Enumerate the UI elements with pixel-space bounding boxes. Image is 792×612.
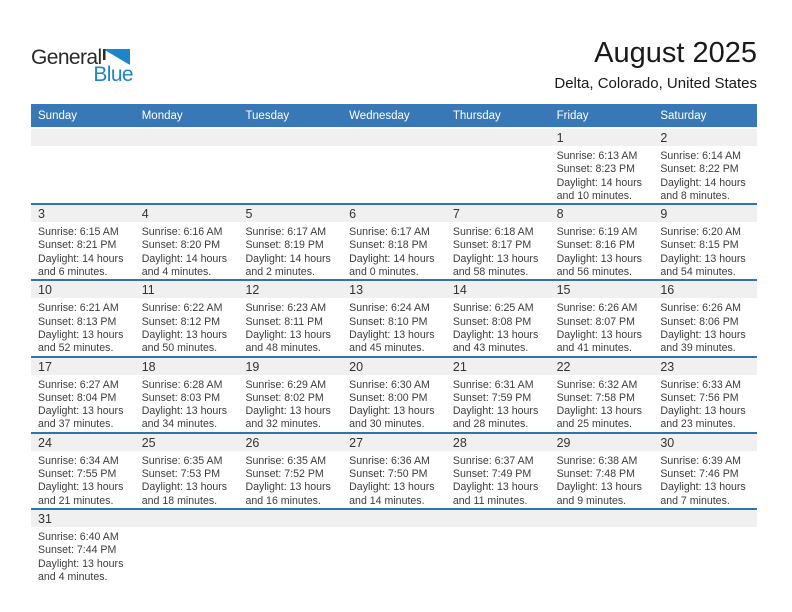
day-details [135, 375, 239, 432]
sunrise-text: Sunrise: 6:21 AM [38, 302, 119, 315]
weekday-header-thursday: Thursday [452, 109, 501, 122]
daylight-text-line2: and 2 minutes. [245, 266, 315, 279]
day-details [446, 451, 550, 508]
day-cell-empty [446, 129, 550, 203]
day-cell-7 [446, 205, 550, 279]
day-details [31, 222, 135, 279]
day-cell-23 [653, 358, 757, 432]
daylight-text-line2: and 28 minutes. [452, 418, 529, 431]
sunset-text: Sunset: 7:58 PM [556, 391, 635, 404]
weekday-header-saturday: Saturday [660, 109, 707, 122]
day-details [653, 298, 757, 355]
day-number: 27 [342, 434, 446, 451]
day-number: 28 [446, 434, 550, 451]
day-cell-30 [653, 434, 757, 508]
sunrise-text: Sunrise: 6:22 AM [141, 302, 223, 315]
sunset-text: Sunset: 8:13 PM [38, 315, 117, 328]
daylight-text-line2: and 34 minutes. [141, 418, 218, 431]
day-number [31, 129, 135, 146]
daylight-text-line1: Daylight: 13 hours [245, 481, 331, 494]
daylight-text-line2: and 6 minutes. [38, 266, 108, 279]
daylight-text-line1: Daylight: 13 hours [556, 252, 642, 265]
weekday-header-row [31, 104, 757, 127]
day-number: 12 [238, 281, 342, 298]
daylight-text-line1: Daylight: 13 hours [660, 481, 746, 494]
sunrise-text: Sunrise: 6:40 AM [38, 530, 119, 543]
daylight-text-line1: Daylight: 13 hours [38, 328, 124, 341]
day-number: 24 [31, 434, 135, 451]
daylight-text-line2: and 0 minutes. [349, 266, 419, 279]
daylight-text-line1: Daylight: 13 hours [141, 328, 228, 341]
sunset-text: Sunset: 8:00 PM [349, 391, 428, 404]
day-cell-empty [31, 129, 135, 203]
day-number: 17 [31, 358, 135, 375]
daylight-text-line2: and 4 minutes. [141, 266, 212, 279]
day-number [135, 129, 239, 146]
sunset-text: Sunset: 8:16 PM [556, 239, 635, 252]
day-number: 10 [31, 281, 135, 298]
day-cell-empty [342, 510, 446, 594]
day-cell-1 [550, 129, 654, 203]
daylight-text-line2: and 52 minutes. [38, 342, 114, 355]
weekday-header-tuesday: Tuesday [245, 109, 290, 122]
daylight-text-line2: and 23 minutes. [660, 418, 736, 431]
daylight-text-line2: and 32 minutes. [245, 418, 321, 431]
day-number [446, 129, 550, 146]
day-number: 15 [550, 281, 654, 298]
day-cell-15 [550, 281, 654, 355]
daylight-text-line1: Daylight: 13 hours [141, 481, 228, 494]
sunrise-text: Sunrise: 6:20 AM [660, 226, 741, 239]
day-cell-8 [550, 205, 654, 279]
day-number: 30 [653, 434, 757, 451]
calendar-table [31, 104, 757, 594]
sunrise-text: Sunrise: 6:18 AM [452, 226, 534, 239]
day-cell-19 [238, 358, 342, 432]
daylight-text-line1: Daylight: 13 hours [349, 405, 435, 418]
daylight-text-line1: Daylight: 13 hours [38, 481, 124, 494]
day-cell-20 [342, 358, 446, 432]
day-number: 21 [446, 358, 550, 375]
daylight-text-line1: Daylight: 14 hours [660, 176, 746, 189]
sunset-text: Sunset: 7:44 PM [38, 544, 117, 557]
week-row [31, 508, 757, 594]
day-details [238, 375, 342, 432]
day-cell-empty [238, 510, 342, 594]
day-number: 20 [342, 358, 446, 375]
day-details [653, 451, 757, 508]
day-details [135, 222, 239, 279]
general-blue-logo [31, 47, 135, 84]
daylight-text-line1: Daylight: 13 hours [660, 252, 746, 265]
week-row [31, 129, 757, 203]
day-number: 9 [653, 205, 757, 222]
sunset-text: Sunset: 7:49 PM [452, 468, 532, 481]
day-cell-25 [135, 434, 239, 508]
sunrise-text: Sunrise: 6:34 AM [38, 454, 119, 467]
daylight-text-line1: Daylight: 13 hours [38, 405, 124, 418]
sunrise-text: Sunrise: 6:35 AM [245, 454, 327, 467]
sunset-text: Sunset: 7:48 PM [556, 468, 635, 481]
daylight-text-line1: Daylight: 14 hours [556, 176, 642, 189]
daylight-text-line1: Daylight: 13 hours [660, 405, 746, 418]
weekday-header-monday: Monday [141, 109, 183, 122]
day-cell-27 [342, 434, 446, 508]
day-cell-5 [238, 205, 342, 279]
sunset-text: Sunset: 8:15 PM [660, 239, 739, 252]
daylight-text-line1: Daylight: 13 hours [452, 252, 539, 265]
sunset-text: Sunset: 7:53 PM [141, 468, 221, 481]
daylight-text-line1: Daylight: 13 hours [452, 481, 539, 494]
sunset-text: Sunset: 8:19 PM [245, 239, 324, 252]
sunrise-text: Sunrise: 6:38 AM [556, 454, 638, 467]
sunset-text: Sunset: 8:03 PM [141, 391, 221, 404]
daylight-text-line1: Daylight: 13 hours [452, 405, 539, 418]
daylight-text-line2: and 48 minutes. [245, 342, 321, 355]
day-number: 22 [550, 358, 654, 375]
sunset-text: Sunset: 8:17 PM [452, 239, 532, 252]
sunrise-text: Sunrise: 6:30 AM [349, 378, 430, 391]
day-details [550, 375, 654, 432]
weekday-header-sunday: Sunday [38, 109, 78, 122]
day-number [238, 510, 342, 527]
day-cell-9 [653, 205, 757, 279]
daylight-text-line1: Daylight: 13 hours [141, 405, 228, 418]
day-details [31, 375, 135, 432]
sunrise-text: Sunrise: 6:29 AM [245, 378, 327, 391]
day-cell-10 [31, 281, 135, 355]
day-cell-empty [550, 510, 654, 594]
weekday-header-friday: Friday [556, 109, 589, 122]
daylight-text-line2: and 37 minutes. [38, 418, 114, 431]
sunrise-text: Sunrise: 6:39 AM [660, 454, 741, 467]
daylight-text-line2: and 14 minutes. [349, 494, 425, 507]
sunset-text: Sunset: 8:06 PM [660, 315, 739, 328]
title-block [554, 36, 757, 95]
sunrise-text: Sunrise: 6:26 AM [660, 302, 741, 315]
day-number: 11 [135, 281, 239, 298]
sunrise-text: Sunrise: 6:17 AM [245, 226, 327, 239]
sunset-text: Sunset: 8:08 PM [452, 315, 532, 328]
day-details [342, 222, 446, 279]
sunset-text: Sunset: 7:55 PM [38, 468, 117, 481]
daylight-text-line1: Daylight: 13 hours [38, 557, 124, 570]
daylight-text-line2: and 41 minutes. [556, 342, 632, 355]
day-cell-6 [342, 205, 446, 279]
sunset-text: Sunset: 8:21 PM [38, 239, 117, 252]
sunset-text: Sunset: 7:46 PM [660, 468, 739, 481]
sunset-text: Sunset: 8:11 PM [245, 315, 323, 328]
day-number: 3 [31, 205, 135, 222]
day-cell-empty [238, 129, 342, 203]
day-number: 5 [238, 205, 342, 222]
sunset-text: Sunset: 8:20 PM [141, 239, 221, 252]
daylight-text-line1: Daylight: 13 hours [556, 481, 642, 494]
sunrise-text: Sunrise: 6:36 AM [349, 454, 430, 467]
sunset-text: Sunset: 8:04 PM [38, 391, 117, 404]
day-number: 26 [238, 434, 342, 451]
day-cell-21 [446, 358, 550, 432]
day-number [342, 129, 446, 146]
day-number [238, 129, 342, 146]
day-number: 7 [446, 205, 550, 222]
page-subtitle: Delta, Colorado, United States [554, 75, 757, 92]
sunset-text: Sunset: 8:22 PM [660, 163, 739, 176]
day-cell-18 [135, 358, 239, 432]
day-cell-12 [238, 281, 342, 355]
daylight-text-line1: Daylight: 13 hours [349, 481, 435, 494]
daylight-text-line2: and 8 minutes. [660, 189, 730, 202]
day-details [653, 146, 757, 203]
day-number: 13 [342, 281, 446, 298]
sunset-text: Sunset: 8:12 PM [141, 315, 221, 328]
day-number: 1 [550, 129, 654, 146]
daylight-text-line2: and 10 minutes. [556, 189, 632, 202]
daylight-text-line2: and 9 minutes. [556, 494, 627, 507]
sunset-text: Sunset: 8:07 PM [556, 315, 635, 328]
logo-text-blue: Blue [93, 63, 133, 86]
daylight-text-line2: and 4 minutes. [38, 570, 108, 583]
daylight-text-line2: and 11 minutes. [452, 494, 528, 507]
day-number: 31 [31, 510, 135, 527]
day-cell-empty [342, 129, 446, 203]
sunrise-text: Sunrise: 6:35 AM [141, 454, 223, 467]
sunrise-text: Sunrise: 6:26 AM [556, 302, 638, 315]
sunset-text: Sunset: 8:10 PM [349, 315, 428, 328]
sunrise-text: Sunrise: 6:25 AM [452, 302, 534, 315]
week-row [31, 203, 757, 279]
daylight-text-line1: Daylight: 13 hours [556, 328, 642, 341]
day-cell-28 [446, 434, 550, 508]
weekday-header-wednesday: Wednesday [349, 109, 410, 122]
weeks-container [31, 129, 757, 594]
sunrise-text: Sunrise: 6:16 AM [141, 226, 223, 239]
day-cell-empty [653, 510, 757, 594]
daylight-text-line1: Daylight: 13 hours [556, 405, 642, 418]
week-row [31, 432, 757, 508]
day-number: 23 [653, 358, 757, 375]
sunrise-text: Sunrise: 6:15 AM [38, 226, 119, 239]
day-details [238, 298, 342, 355]
sunrise-text: Sunrise: 6:24 AM [349, 302, 430, 315]
day-details [550, 298, 654, 355]
day-number: 16 [653, 281, 757, 298]
sunset-text: Sunset: 8:23 PM [556, 163, 635, 176]
sunrise-text: Sunrise: 6:33 AM [660, 378, 741, 391]
daylight-text-line1: Daylight: 14 hours [349, 252, 435, 265]
day-number: 19 [238, 358, 342, 375]
day-details [31, 527, 135, 584]
sunset-text: Sunset: 8:18 PM [349, 239, 428, 252]
day-number: 4 [135, 205, 239, 222]
day-number: 14 [446, 281, 550, 298]
daylight-text-line1: Daylight: 13 hours [245, 405, 331, 418]
day-number: 6 [342, 205, 446, 222]
day-cell-24 [31, 434, 135, 508]
sunset-text: Sunset: 7:56 PM [660, 391, 739, 404]
day-details [342, 451, 446, 508]
sunrise-text: Sunrise: 6:28 AM [141, 378, 223, 391]
day-details [238, 451, 342, 508]
day-cell-17 [31, 358, 135, 432]
day-cell-2 [653, 129, 757, 203]
day-details [653, 222, 757, 279]
daylight-text-line1: Daylight: 14 hours [38, 252, 124, 265]
daylight-text-line1: Daylight: 13 hours [349, 328, 435, 341]
sunset-text: Sunset: 7:50 PM [349, 468, 428, 481]
day-number [342, 510, 446, 527]
day-details [446, 375, 550, 432]
daylight-text-line2: and 56 minutes. [556, 266, 632, 279]
daylight-text-line2: and 7 minutes. [660, 494, 730, 507]
sunset-text: Sunset: 7:59 PM [452, 391, 532, 404]
daylight-text-line2: and 43 minutes. [452, 342, 529, 355]
page-title: August 2025 [594, 37, 757, 69]
daylight-text-line2: and 45 minutes. [349, 342, 425, 355]
day-details [31, 451, 135, 508]
sunrise-text: Sunrise: 6:17 AM [349, 226, 430, 239]
sunset-text: Sunset: 7:52 PM [245, 468, 324, 481]
daylight-text-line2: and 58 minutes. [452, 266, 529, 279]
week-row [31, 279, 757, 355]
daylight-text-line1: Daylight: 13 hours [245, 328, 331, 341]
day-number: 2 [653, 129, 757, 146]
sunrise-text: Sunrise: 6:27 AM [38, 378, 119, 391]
day-details [550, 451, 654, 508]
daylight-text-line2: and 21 minutes. [38, 494, 114, 507]
day-cell-empty [446, 510, 550, 594]
day-cell-4 [135, 205, 239, 279]
day-cell-11 [135, 281, 239, 355]
day-details [446, 222, 550, 279]
day-details [342, 298, 446, 355]
day-details [135, 451, 239, 508]
logo-text-general: General [31, 46, 102, 69]
day-details [550, 222, 654, 279]
daylight-text-line1: Daylight: 14 hours [245, 252, 331, 265]
sunrise-text: Sunrise: 6:13 AM [556, 150, 638, 162]
sunrise-text: Sunrise: 6:32 AM [556, 378, 638, 391]
daylight-text-line2: and 39 minutes. [660, 342, 736, 355]
day-number [653, 510, 757, 527]
sunrise-text: Sunrise: 6:37 AM [452, 454, 534, 467]
day-details [446, 298, 550, 355]
sunrise-text: Sunrise: 6:23 AM [245, 302, 327, 315]
day-cell-16 [653, 281, 757, 355]
day-cell-22 [550, 358, 654, 432]
day-number [550, 510, 654, 527]
day-number: 25 [135, 434, 239, 451]
daylight-text-line2: and 54 minutes. [660, 266, 736, 279]
daylight-text-line2: and 16 minutes. [245, 494, 321, 507]
day-details [653, 375, 757, 432]
day-cell-31 [31, 510, 135, 594]
sunrise-text: Sunrise: 6:31 AM [452, 378, 534, 391]
day-details [342, 375, 446, 432]
day-details [31, 298, 135, 355]
daylight-text-line2: and 30 minutes. [349, 418, 425, 431]
day-cell-empty [135, 129, 239, 203]
daylight-text-line1: Daylight: 14 hours [141, 252, 228, 265]
day-details [238, 222, 342, 279]
sunrise-text: Sunrise: 6:14 AM [660, 150, 741, 162]
week-row [31, 356, 757, 432]
day-number: 29 [550, 434, 654, 451]
sunset-text: Sunset: 8:02 PM [245, 391, 324, 404]
daylight-text-line2: and 18 minutes. [141, 494, 218, 507]
day-number [135, 510, 239, 527]
day-cell-26 [238, 434, 342, 508]
day-details [550, 146, 654, 203]
daylight-text-line2: and 50 minutes. [141, 342, 218, 355]
day-cell-13 [342, 281, 446, 355]
day-cell-29 [550, 434, 654, 508]
sunrise-text: Sunrise: 6:19 AM [556, 226, 638, 239]
day-cell-empty [135, 510, 239, 594]
day-number: 18 [135, 358, 239, 375]
daylight-text-line1: Daylight: 13 hours [660, 328, 746, 341]
day-number: 8 [550, 205, 654, 222]
day-cell-3 [31, 205, 135, 279]
day-details [135, 298, 239, 355]
daylight-text-line1: Daylight: 13 hours [452, 328, 539, 341]
day-number [446, 510, 550, 527]
daylight-text-line2: and 25 minutes. [556, 418, 632, 431]
day-cell-14 [446, 281, 550, 355]
